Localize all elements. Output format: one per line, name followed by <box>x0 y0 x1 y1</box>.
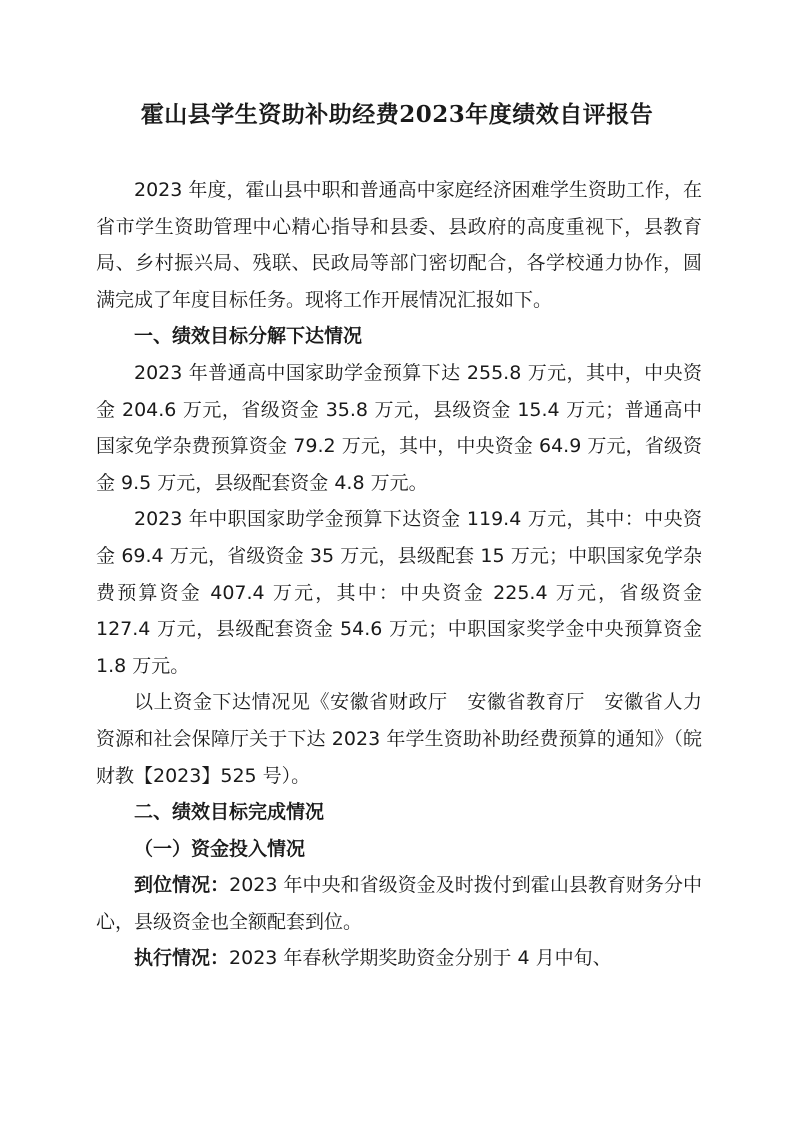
execution-label: 执行情况： <box>134 947 230 970</box>
arrival-paragraph <box>96 867 702 940</box>
section-1-paragraph-3: 以上资金下达情况见《安徽省财政厅 安徽省教育厅 安徽省人力资源和社会保障厅关于下达 2023 年学生资助补助经费预算的通知》（皖财教【2023】525 号）。 <box>96 691 702 787</box>
arrival-text: 2023 年中央和省级资金及时拨付到霍山县教育财务分中心，县级资金也全额配套到位。 <box>96 874 702 933</box>
subsection-1-heading: （一）资金投入情况 <box>134 837 306 860</box>
section-1-paragraph-1: 2023 年普通高中国家助学金预算下达 255.8 万元，其中，中央资金 204.6 万元，省级资金 35.8 万元，县级资金 15.4 万元；普通高中国家免学杂费预算资金 79.2 万元，其中，中央资金 64.9 万元，省级资金 9.5 万元，县级配套资金 4.8 万元。 <box>96 361 702 494</box>
execution-paragraph <box>96 940 702 977</box>
section-2-heading: 二、绩效目标完成情况 <box>134 801 325 824</box>
section-1-paragraph-2: 2023 年中职国家助学金预算下达资金 119.4 万元，其中：中央资金 69.4 万元，省级资金 35 万元，县级配套 15 万元；中职国家免学杂费预算资金 407.4 万元，其中：中央资金 225.4 万元，省级资金 127.4 万元，县级配套资金 54.6 万元；中职国家奖学金中央预算资金 1.8 万元。 <box>96 508 702 677</box>
document-title: 霍山县学生资助补助经费2023年度绩效自评报告 <box>140 101 654 128</box>
intro-paragraph: 2023 年度，霍山县中职和普通高中家庭经济困难学生资助工作，在省市学生资助管理中心精心指导和县委、县政府的高度重视下，县教育局、乡村振兴局、残联、民政局等部门密切配合，各学校通力协作，圆满完成了年度目标任务。现将工作开展情况汇报如下。 <box>96 179 702 311</box>
arrival-label: 到位情况： <box>134 874 230 897</box>
execution-text: 2023 年春秋学期奖助资金分别于 4 月中旬、 <box>229 947 612 970</box>
document-body <box>96 172 702 977</box>
section-1-heading: 一、绩效目标分解下达情况 <box>134 325 363 348</box>
